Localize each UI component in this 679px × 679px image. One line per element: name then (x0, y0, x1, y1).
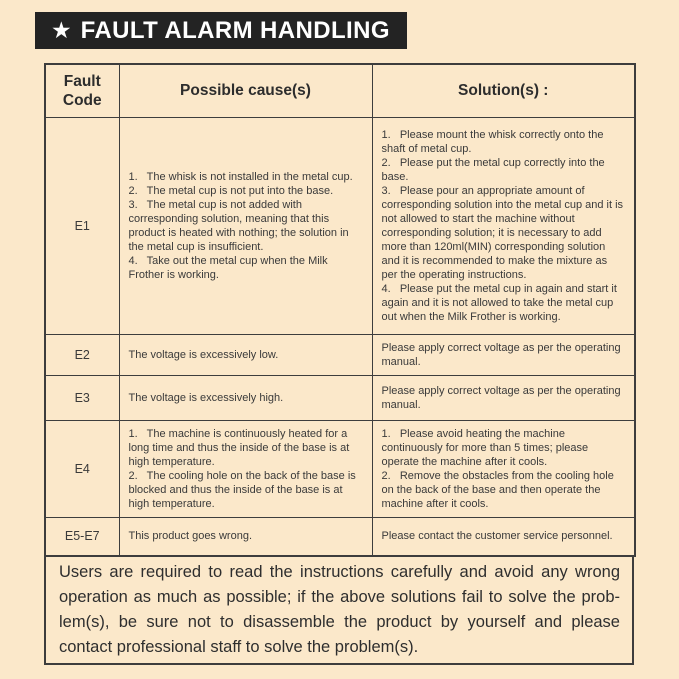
table-header-row (45, 64, 635, 118)
footer-note-text: Users are required to read the instructions carefully and avoid any wrong operation as much as possible; if the above solutions fail to solve the problem(s), be sure not to disassemble the product by yourself and please contact professional staff to solve the problem(s). (59, 563, 620, 656)
cause-item: This product goes wrong. (128, 530, 253, 543)
page-title: FAULT ALARM HANDLING (80, 16, 390, 44)
col-header-solutions: Solution(s) : (372, 64, 635, 118)
cause-item: The voltage is excessively low. (128, 349, 279, 361)
cause-item: 1. The whisk is not installed in the metal cup. (128, 171, 353, 183)
solutions-cell (372, 518, 635, 556)
cause-item: 1. The machine is continuously heated for a long time and thus the inside of the base is at high temperature. (128, 428, 353, 468)
causes-cell (119, 335, 372, 376)
solution-item: 1. Please mount the whisk correctly onto the shaft of metal cup. (381, 129, 607, 155)
table-row-e3 (45, 376, 635, 421)
fault-code: E3 (45, 376, 119, 421)
cause-item: 2. The cooling hole on the back of the base is blocked and thus the inside of the base is at high temperature. (128, 470, 359, 510)
solution-item: Please apply correct voltage as per the operating manual. (381, 342, 624, 368)
table-row-e1 (45, 118, 635, 335)
solution-item: 3. Please pour an appropriate amount of corresponding solution into the metal cup and it is not allowed to start the machine without corresponding solution; it is necessary to add more than 120ml(MIN) corresponding solution and it is recommended to make the mixture as per the operating instructions. (381, 185, 627, 281)
causes-cell (119, 518, 372, 556)
solution-item: 4. Please put the metal cup in again and start it again and it is not allowed to take the metal cup out when the Milk Frother is working. (381, 283, 620, 323)
cause-item: 2. The metal cup is not put into the base. (128, 185, 334, 197)
solutions-cell (372, 376, 635, 421)
solutions-cell (372, 335, 635, 376)
table-row-e4 (45, 421, 635, 518)
solutions-cell (372, 421, 635, 518)
solution-item: 1. Please avoid heating the machine continuously for more than 5 times; please operate the machine after it cools. (381, 428, 592, 468)
solution-item: 2. Please put the metal cup correctly into the base. (381, 157, 608, 183)
col-header-fault-code: Fault Code (45, 64, 119, 118)
col-header-possible-causes: Possible cause(s) (119, 64, 372, 118)
fault-code: E1 (45, 118, 119, 335)
fault-code: E4 (45, 421, 119, 518)
table-row-e2 (45, 335, 635, 376)
solution-item: Please apply correct voltage as per the operating manual. (381, 385, 624, 411)
fault-alarm-table (44, 63, 636, 557)
cause-item: The voltage is excessively high. (128, 392, 284, 404)
causes-cell (119, 376, 372, 421)
fault-code: E5-E7 (45, 518, 119, 556)
causes-cell (119, 118, 372, 335)
causes-cell (119, 421, 372, 518)
section-title-bar (35, 12, 407, 49)
fault-code: E2 (45, 335, 119, 376)
cause-item: 4. Take out the metal cup when the Milk Frother is working. (128, 255, 331, 281)
table-row-e5-e7 (45, 518, 635, 556)
star-icon: ★ (51, 17, 72, 43)
solution-item: 2. Remove the obstacles from the cooling hole on the back of the base and then operate the machine after it cools. (381, 470, 617, 510)
footer-note-box (44, 557, 634, 665)
solutions-cell (372, 118, 635, 335)
cause-item: 3. The metal cup is not added with corresponding solution, meaning that this product is heated with nothing; the solution in the metal cup is insufficient. (128, 199, 352, 253)
solution-item: Please contact the customer service personnel. (381, 530, 613, 543)
